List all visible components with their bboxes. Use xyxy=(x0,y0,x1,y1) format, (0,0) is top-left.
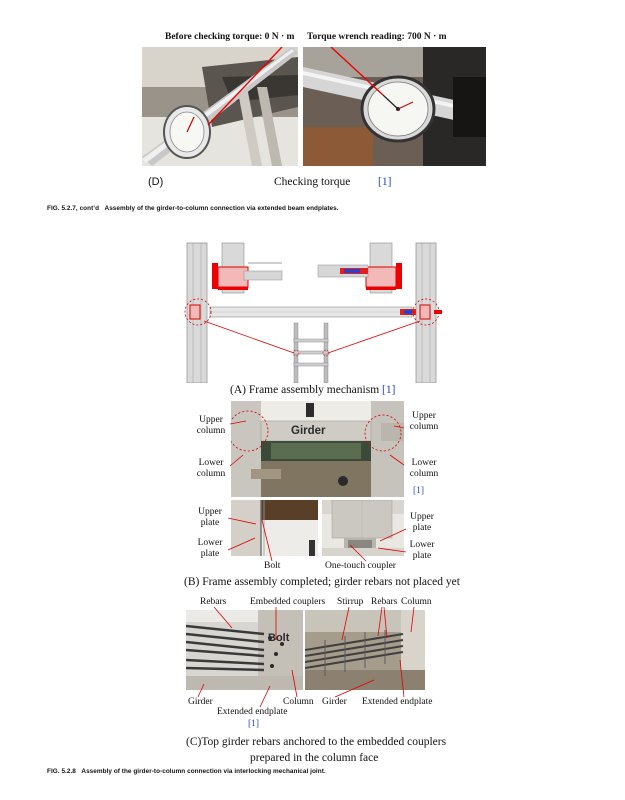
fig-5-2-8-caption xyxy=(47,768,326,775)
label-stirrup: Stirrup xyxy=(337,597,364,607)
panel-b-caption: (B) Frame assembly completed; girder rebars not placed yet xyxy=(184,576,460,588)
girder-label-b: Girder xyxy=(291,425,326,437)
panel-d-ref: [1] xyxy=(378,176,392,188)
label-bolt-b: Bolt xyxy=(264,561,281,571)
caption-number: FIG. 5.2.7, cont’d xyxy=(47,205,100,212)
label-upper-plate-right: Upper plate xyxy=(410,512,434,533)
panel-a-ref: [1] xyxy=(382,384,396,396)
panel-d-label: (D) xyxy=(148,176,164,188)
label-lower-plate-left: Lower plate xyxy=(197,538,223,559)
label-girder-left: Girder xyxy=(188,697,213,707)
label-lower-plate-right: Lower plate xyxy=(409,540,435,561)
panel-b-ref: [1] xyxy=(413,486,425,496)
panel-d-title: Checking torque xyxy=(274,176,351,188)
label-one-touch-coupler: One-touch coupler xyxy=(325,561,396,571)
label-lower-column-left: Lower column xyxy=(196,458,226,479)
panel-c-caption-line2: prepared in the column face xyxy=(250,752,379,764)
label-upper-column-right: Upper column xyxy=(409,411,439,432)
caption-number-528: FIG. 5.2.8 xyxy=(47,768,76,775)
caption-text: Assembly of the girder-to-column connection via extended beam endplates. xyxy=(104,205,339,212)
label-torque-reading: Torque wrench reading: 700 N · m xyxy=(307,32,447,42)
label-lower-column-right: Lower column xyxy=(409,458,439,479)
label-upper-plate-left: Upper plate xyxy=(198,507,222,528)
label-rebars-right: Rebars xyxy=(371,597,398,607)
caption-text-528: Assembly of the girder-to-column connection via interlocking mechanical joint. xyxy=(81,768,326,775)
label-column-top: Column xyxy=(401,597,432,607)
label-extended-endplate-left: Extended endplate xyxy=(217,707,288,717)
panel-c-caption-line1: (C)Top girder rebars anchored to the embedded couplers xyxy=(186,736,447,748)
label-column-bottom: Column xyxy=(283,697,314,707)
label-upper-column-left: Upper column xyxy=(196,415,226,436)
label-girder-right: Girder xyxy=(322,697,347,707)
label-bolt-c: Bolt xyxy=(268,632,290,644)
label-embedded-couplers: Embedded couplers xyxy=(250,597,326,607)
panel-c-ref: [1] xyxy=(248,719,260,729)
label-extended-endplate-right: Extended endplate xyxy=(362,697,433,707)
label-before-torque: Before checking torque: 0 N · m xyxy=(165,32,295,42)
panel-a-title: (A) Frame assembly mechanism xyxy=(230,384,380,396)
label-rebars-left: Rebars xyxy=(200,597,227,607)
